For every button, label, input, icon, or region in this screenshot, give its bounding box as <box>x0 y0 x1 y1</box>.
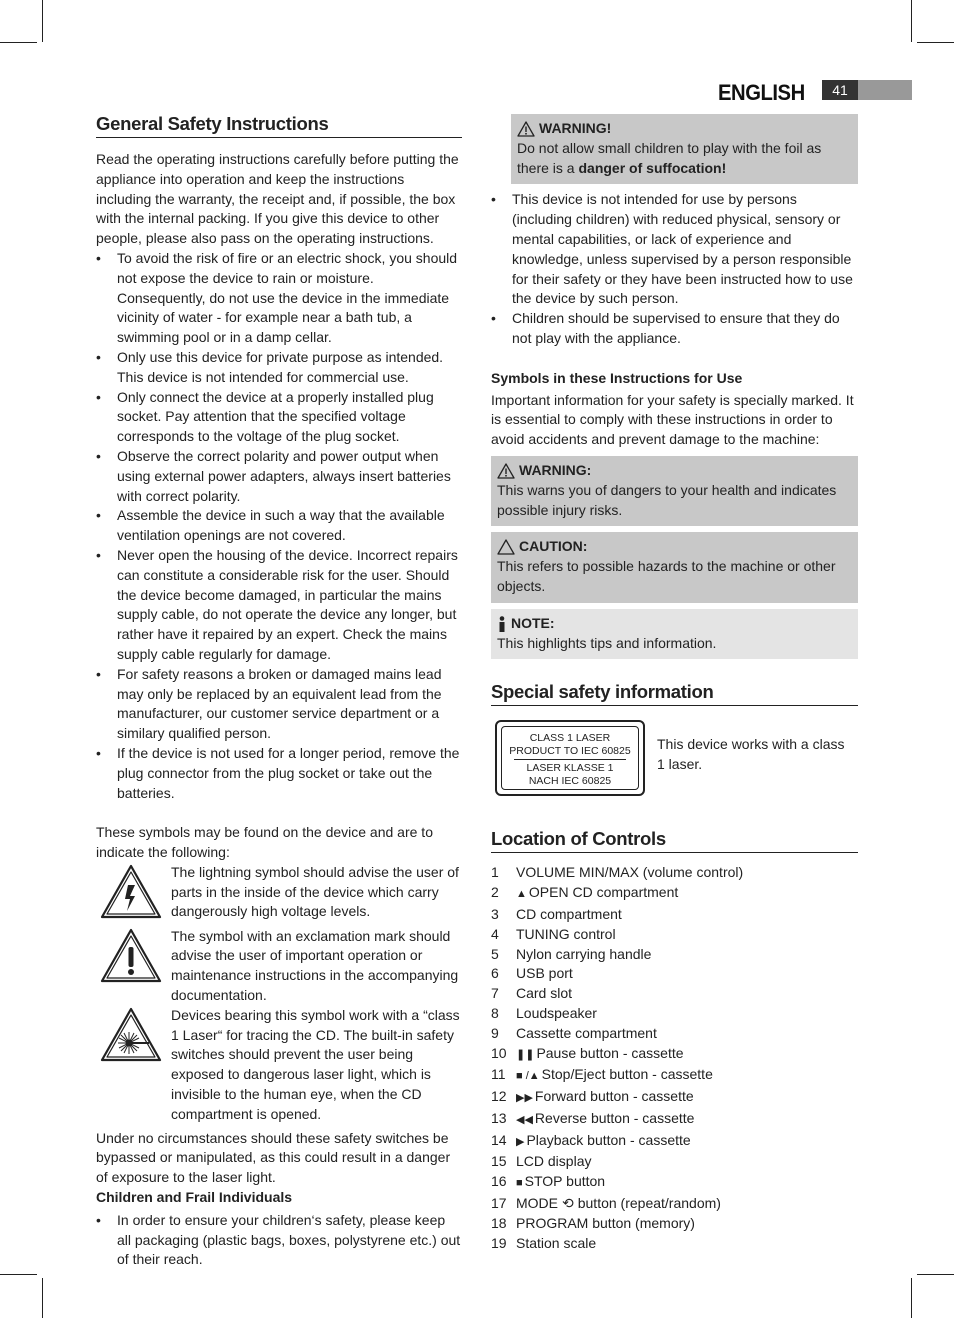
list-item <box>491 945 858 965</box>
item-label: CD compartment <box>516 905 622 922</box>
intro-paragraph: Read the operating instructions carefully before putting the appliance into operation and keep the instructions including the warranty, the receipt and, if possible, the box with the internal packing. If you give this device to other people, please also pass on the operating instructions. <box>96 151 459 247</box>
item-label: USB port <box>516 965 573 982</box>
item-number: 17 <box>491 1195 507 1212</box>
list-item <box>491 1044 858 1066</box>
list-item <box>491 1194 858 1214</box>
item-label-after: button (repeat/random) <box>577 1195 721 1212</box>
item-label: STOP button <box>524 1173 606 1190</box>
suffocation-warning-box <box>511 114 858 184</box>
item-label: Stop/Eject button - cassette <box>541 1066 713 1083</box>
list-item: • Only connect the device at a properly installed plug socket. Pay attention that the specified voltage corresponds to the voltage of the plug socket. <box>96 388 462 447</box>
item-number: 19 <box>491 1234 507 1251</box>
list-item <box>491 1065 858 1087</box>
list-item <box>491 925 858 945</box>
left-column <box>96 113 462 1270</box>
list-item <box>491 1234 858 1254</box>
crop-mark <box>0 1274 37 1275</box>
item-label: Loudspeaker <box>516 1004 597 1021</box>
control-symbol-icon: ❚❚ <box>516 1048 535 1061</box>
list-item <box>491 863 858 883</box>
item-text <box>516 1131 691 1153</box>
laser-label-divider <box>514 759 626 760</box>
item-number: 13 <box>491 1109 507 1126</box>
crop-mark <box>0 42 37 43</box>
list-item: • For safety reasons a broken or damaged mains lead may only be replaced by an equivalent lead from the manufacturer, our customer service department or a similary qualified person. <box>96 665 462 744</box>
header-bar <box>858 80 912 100</box>
crop-mark <box>42 1278 43 1318</box>
note-box <box>491 609 858 660</box>
note-text: This refers to possible hazards to the machine or other objects. <box>497 558 836 594</box>
list-item <box>491 1214 858 1234</box>
repeat-mode-icon: ⟲ <box>562 1195 574 1212</box>
item-number: 7 <box>491 985 499 1002</box>
note-title <box>497 614 852 634</box>
item-number: 16 <box>491 1173 507 1190</box>
list-item: • To avoid the risk of fire or an electric shock, you should not expose the device to rain or moisture. Consequently, do not use the device in the immediate vicinity of water - for example near a bath tub, a swimming pool or in a damp cellar. <box>96 249 462 348</box>
item-number: 6 <box>491 965 499 982</box>
item-number: 11 <box>491 1066 506 1083</box>
exclamation-triangle-icon <box>99 927 165 991</box>
symbol-text: The lightning symbol should advise the user of parts in the inside of the device which carry dangerously high voltage levels. <box>171 863 459 920</box>
note-title <box>497 537 852 557</box>
list-item <box>491 1172 858 1194</box>
warning-note-box <box>491 456 858 526</box>
crop-mark <box>42 0 43 42</box>
no-bypass-paragraph: Under no circumstances should these safety switches be bypassed or manipulated, as this could result in a danger of exposure to the laser light. <box>96 1129 451 1186</box>
page-number: 41 <box>822 80 858 100</box>
item-text <box>516 945 651 965</box>
list-item <box>491 1087 858 1109</box>
control-symbol-icon: ▶ <box>516 1135 525 1148</box>
warning-body-bold: danger of suffocation! <box>578 159 727 176</box>
item-text <box>516 1024 657 1044</box>
item-label: TUNING control <box>516 925 616 942</box>
controls-list <box>491 863 858 1253</box>
crop-mark <box>917 1274 954 1275</box>
item-text <box>516 1065 713 1087</box>
note-title-text: WARNING: <box>519 461 592 478</box>
item-number: 9 <box>491 1024 499 1041</box>
note-title-text: CAUTION: <box>519 538 588 555</box>
item-number: 10 <box>491 1044 507 1061</box>
control-symbol-icon: ■ /▲ <box>516 1070 540 1083</box>
crop-mark <box>917 42 954 43</box>
warning-body: Do not allow small children to play with the foil as there is a <box>517 139 822 176</box>
right-column <box>491 114 858 1253</box>
language-label: ENGLISH <box>718 80 805 105</box>
item-label: Card slot <box>516 985 573 1002</box>
list-item <box>491 1131 858 1153</box>
list-item <box>491 1024 858 1044</box>
item-text <box>516 1194 721 1214</box>
symbols-heading: Symbols in these Instructions for Use <box>491 369 743 386</box>
warning-triangle-icon <box>517 121 535 137</box>
list-item <box>491 905 858 925</box>
item-text <box>516 905 622 925</box>
laser-line: NACH IEC 60825 <box>528 774 612 787</box>
control-symbol-icon: ▲ <box>516 888 527 901</box>
laser-class-label <box>495 720 645 796</box>
item-number: 18 <box>491 1214 507 1231</box>
laser-line: CLASS 1 LASER <box>529 732 611 745</box>
symbols-intro: These symbols may be found on the device and are to indicate the following: <box>96 824 433 861</box>
item-label: Pause button - cassette <box>536 1044 684 1061</box>
item-text <box>516 1004 597 1024</box>
warning-title <box>517 119 852 139</box>
item-text <box>516 964 573 984</box>
symbol-text: The symbol with an exclamation mark should advise the user of important operation or maintenance instructions in the accompanying documentation. <box>171 927 459 1004</box>
list-item <box>491 984 858 1004</box>
location-heading: Location of Controls <box>491 828 858 853</box>
list-item: • In order to ensure your children‘s safety, please keep all packaging (plastic bags, boxes, polystyrene etc.) out of their reach. <box>96 1211 462 1270</box>
laser-label-inner <box>501 726 639 790</box>
control-symbol-icon: ◀◀ <box>516 1113 533 1126</box>
list-item: • Observe the correct polarity and power output when using external power adapters, always insert batteries with correct polarity. <box>96 447 462 506</box>
item-text <box>516 925 616 945</box>
list-item <box>491 883 858 905</box>
warning-text <box>517 139 852 179</box>
list-item: • Only use this device for private purpose as intended. This device is not intended for commercial use. <box>96 348 462 388</box>
crop-mark <box>911 1278 912 1318</box>
item-label: VOLUME MIN/MAX (volume control) <box>516 864 744 881</box>
item-text <box>516 863 743 883</box>
item-text <box>516 1172 605 1194</box>
note-text: This highlights tips and information. <box>497 634 717 651</box>
list-item: • Children should be supervised to ensure that they do not play with the appliance. <box>491 309 858 349</box>
list-item <box>491 964 858 984</box>
item-label: Reverse button - cassette <box>534 1109 695 1126</box>
general-safety-heading: General Safety Instructions <box>96 113 462 138</box>
list-item: • This device is not intended for use by persons (including children) with reduced physical, sensory or mental capabilities, or lack of experience and knowledge, unless supervised by a person responsible for their safety or they have been instructed how to use the device by such person. <box>491 190 858 309</box>
item-number: 4 <box>491 925 499 942</box>
list-item <box>491 1109 858 1131</box>
item-number: 3 <box>491 905 499 922</box>
list-item <box>491 1152 858 1172</box>
page-header <box>700 78 912 106</box>
warning-triangle-icon <box>497 463 515 479</box>
laser-triangle-icon <box>99 1006 165 1070</box>
caution-note-box <box>491 532 858 602</box>
item-label: Nylon carrying handle <box>516 945 652 962</box>
symbol-text: Devices bearing this symbol work with a “class 1 Laser“ for tracing the CD. The built-in safety switches should prevent the user being exposed to dangerous laser light, which is invisible to the human eye, when the CD compartment is opened. <box>171 1006 460 1122</box>
list-item <box>491 1004 858 1024</box>
symbol-row <box>96 927 462 1006</box>
lightning-triangle-icon <box>99 863 165 927</box>
item-number: 5 <box>491 945 499 962</box>
children-bullet-list <box>96 1211 462 1270</box>
note-title-text: NOTE: <box>511 614 555 631</box>
note-title <box>497 461 852 481</box>
warning-title-text: WARNING! <box>539 120 612 136</box>
symbol-row <box>96 1006 462 1125</box>
crop-mark <box>911 0 912 42</box>
item-text <box>516 1152 591 1172</box>
item-number: 12 <box>491 1088 507 1105</box>
item-label: OPEN CD compartment <box>528 884 679 901</box>
item-label: Station scale <box>516 1234 597 1251</box>
info-icon <box>497 616 507 632</box>
control-symbol-icon: ▶▶ <box>516 1092 533 1105</box>
item-text <box>516 984 572 1004</box>
children-heading: Children and Frail Individuals <box>96 1189 293 1206</box>
safety-bullet-list <box>96 249 462 803</box>
list-item: • Never open the housing of the device. Incorrect repairs can constitute a considerable risk for the user. Should the device become damaged, in particular the mains supply cable, do not operate the device any longer, but rather have it repaired by an expert. Check the mains supply cable regularly for damage. <box>96 546 462 665</box>
item-label: Cassette compartment <box>516 1024 657 1041</box>
control-symbol-icon: ■ <box>516 1177 523 1190</box>
item-text <box>516 1087 694 1109</box>
symbol-row <box>96 863 462 927</box>
item-number: 14 <box>491 1131 507 1148</box>
item-label: PROGRAM button (memory) <box>516 1214 695 1231</box>
item-number: 8 <box>491 1004 499 1021</box>
item-number: 2 <box>491 884 499 901</box>
item-text <box>516 1044 684 1066</box>
item-number: 1 <box>491 864 499 881</box>
item-text <box>516 1109 694 1131</box>
item-label: Playback button - cassette <box>526 1131 691 1148</box>
item-text <box>516 883 678 905</box>
special-safety-heading: Special safety information <box>491 681 858 706</box>
right-bullet-list <box>491 190 858 348</box>
item-label: MODE <box>516 1195 558 1212</box>
item-label: LCD display <box>516 1153 592 1170</box>
laser-text: This device works with a class 1 laser. <box>657 736 845 773</box>
symbols-paragraph: Important information for your safety is specially marked. It is essential to comply with these instructions in order to avoid accidents and prevent damage to the machine: <box>491 391 854 448</box>
list-item: • If the device is not used for a longer period, remove the plug connector from the plug socket or take out the batteries. <box>96 744 462 803</box>
item-label: Forward button - cassette <box>534 1088 694 1105</box>
item-number: 15 <box>491 1153 507 1170</box>
laser-line: PRODUCT TO IEC 60825 <box>509 744 631 757</box>
item-text <box>516 1234 596 1254</box>
note-text: This warns you of dangers to your health and indicates possible injury risks. <box>497 481 837 518</box>
laser-line: LASER KLASSE 1 <box>526 762 614 775</box>
caution-triangle-icon <box>497 539 515 555</box>
item-text <box>516 1214 695 1234</box>
laser-info-row <box>491 720 858 796</box>
list-item: • Assemble the device in such a way that the available ventilation openings are not covered. <box>96 506 462 546</box>
